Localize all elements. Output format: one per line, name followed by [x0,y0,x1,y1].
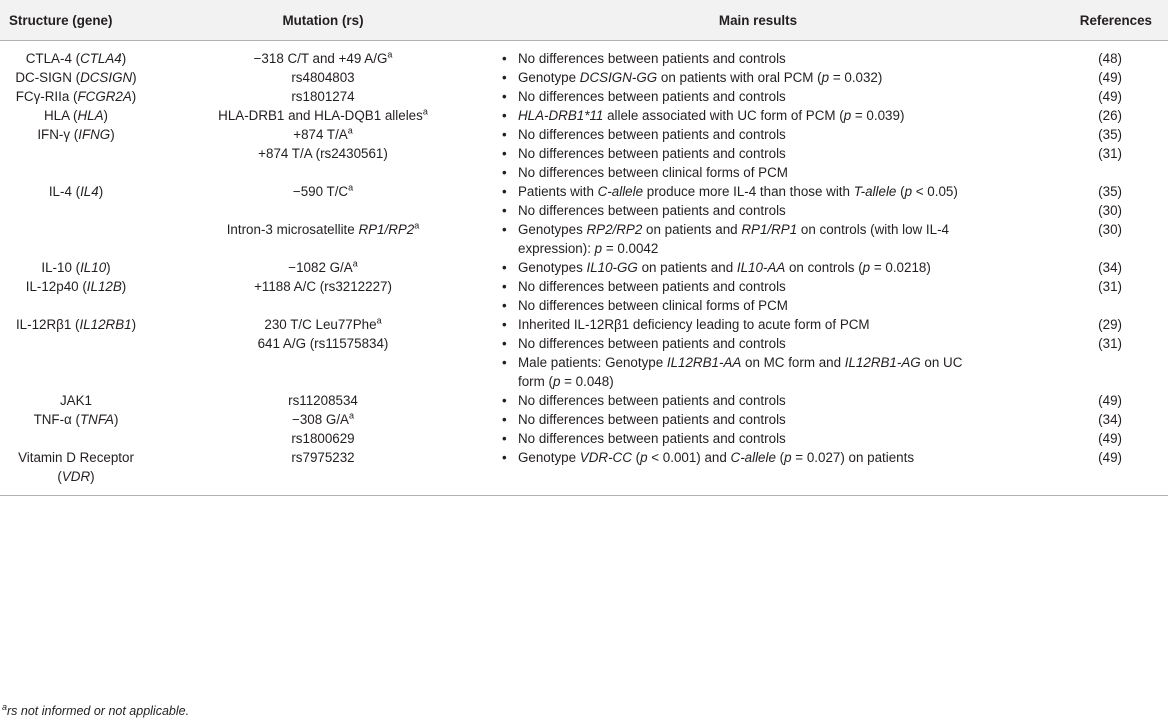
bullet-icon: • [502,51,507,66]
cell-mutation [152,163,494,182]
result-text: No differences between patients and controls [518,412,786,427]
cell-reference: (31) [1098,279,1122,294]
cell-reference: (30) [1098,203,1122,218]
cell-result [494,429,1022,448]
cell-mutation [152,296,494,315]
table-row [0,87,1168,106]
bullet-icon: • [502,127,507,142]
table-row [0,391,1168,410]
result-item [494,315,1022,334]
result-item [494,353,1022,391]
table-row [0,163,1168,182]
cell-reference: (35) [1098,127,1122,142]
table-row [0,429,1168,448]
cell-result [494,68,1022,87]
cell-reference: (31) [1098,146,1122,161]
result-text: Genotype DCSIGN-GG on patients with oral PCM (p = 0.032) [518,70,883,85]
cell-mutation [152,353,494,391]
cell-mutation: rs1800629 [291,431,355,446]
cell-reference: (31) [1098,336,1122,351]
result-text: No differences between patients and controls [518,279,786,294]
table-row [0,220,1168,258]
cell-mutation: +874 T/A (rs2430561) [258,146,388,161]
footnote-ref: a [414,220,420,231]
footnote-ref: a [422,106,428,117]
cell-reference: (34) [1098,260,1122,275]
table-row [0,296,1168,315]
cell-mutation: +1188 A/C (rs3212227) [254,279,392,294]
table-row [0,201,1168,220]
footnote-ref: a [347,125,353,136]
cell-reference: (49) [1098,89,1122,104]
table-row [0,353,1168,391]
bullet-icon: • [502,89,507,104]
cell-reference: (34) [1098,412,1122,427]
table-row [0,448,1168,496]
cell-structure: IL-4 (IL4) [48,184,104,199]
bullet-icon: • [502,412,507,427]
table-row [0,125,1168,144]
result-item [494,258,1022,277]
cell-result [494,125,1022,144]
result-text: No differences between patients and controls [518,51,786,66]
cell-result [494,87,1022,106]
bullet-icon: • [502,203,507,218]
cell-result [494,201,1022,220]
cell-result [494,410,1022,429]
bullet-icon: • [502,450,507,465]
result-text: Genotype VDR-CC (p < 0.001) and C-allele (p = 0.027) on patients [518,450,915,465]
result-text: Inherited IL-12Rβ1 deficiency leading to acute form of PCM [518,317,870,332]
cell-structure [0,201,152,220]
cell-reference: (30) [1098,222,1122,237]
cell-structure: FCγ-RIIa (FCGR2A) [15,89,137,104]
header-structure: Structure (gene) [0,0,152,41]
cell-result [494,144,1022,163]
cell-reference: (35) [1098,184,1122,199]
table-row [0,144,1168,163]
bullet-icon: • [502,70,507,85]
result-item [494,68,1022,87]
cell-mutation: −318 C/T and +49 $A/G^a$ [253,49,393,66]
result-text: Male patients: Genotype IL12RB1-AA on MC form and IL12RB1-AG on UC form (p = 0.048) [518,355,963,389]
result-item [494,201,1022,220]
table-footnote [2,701,190,718]
result-text: No differences between patients and controls [518,393,786,408]
cell-result [494,182,1022,201]
cell-result [494,334,1022,353]
cell-mutation: rs1801274 [291,89,355,104]
cell-result [494,41,1022,69]
result-text: Patients with C-allele produce more IL-4 than those with T-allele (p < 0.05) [518,184,958,199]
result-item [494,334,1022,353]
result-item [494,220,1022,258]
cell-mutation [152,201,494,220]
cell-structure [0,429,152,448]
cell-mutation: rs4804803 [291,70,355,85]
cell-reference [1022,163,1168,182]
cell-structure: IL-10 (IL10) [41,260,111,275]
result-item [494,87,1022,106]
bullet-icon: • [502,146,507,161]
bullet-icon: • [502,108,507,123]
table-row [0,410,1168,429]
footnote-ref: a [348,410,354,421]
cell-mutation: +874 $T/A^a$ [293,125,353,142]
bullet-icon: • [502,260,507,275]
cell-reference: (29) [1098,317,1122,332]
bullet-icon: • [502,355,507,370]
footnote-ref: a [376,315,382,326]
result-item [494,429,1022,448]
header-row [0,0,1168,41]
cell-structure [0,353,152,391]
cell-structure [0,296,152,315]
bullet-icon: • [502,298,507,313]
cell-reference: (49) [1098,70,1122,85]
result-text: No differences between patients and controls [518,336,786,351]
result-item [494,144,1022,163]
cell-structure: IFN-γ (IFNG) [37,127,115,142]
cell-structure: DC-SIGN (DCSIGN) [15,70,137,85]
table-row [0,182,1168,201]
result-item [494,296,1022,315]
result-text: Genotypes RP2/RP2 on patients and RP1/RP1 on controls (with low IL-4 expression): p = 0.0042 [518,222,949,256]
result-text: No differences between patients and controls [518,146,786,161]
table-row [0,315,1168,334]
result-text: No differences between patients and controls [518,431,786,446]
table-row [0,334,1168,353]
cell-result [494,258,1022,277]
footnote-ref: a [352,258,358,269]
cell-structure: IL-12p40 (IL12B) [25,279,127,294]
cell-result [494,391,1022,410]
cell-structure: JAK1 [59,393,92,408]
result-text: HLA-DRB1*11 allele associated with UC form of PCM (p = 0.039) [518,108,905,123]
table-body [0,41,1168,496]
result-item [494,410,1022,429]
cell-mutation: rs11208534 [288,393,358,408]
result-text: No differences between patients and controls [518,203,786,218]
cell-mutation: 230 T/C Leu77Phe$^a$ [264,315,382,332]
result-item [494,49,1022,68]
cell-result [494,220,1022,258]
cell-result [494,163,1022,182]
cell-result [494,353,1022,391]
result-item [494,106,1022,125]
header-mutation: Mutation (rs) [152,0,494,41]
cell-structure: Vitamin D Receptor (VDR) [18,450,134,484]
result-item [494,391,1022,410]
cell-reference [1022,353,1168,391]
cell-structure [0,334,152,353]
cell-structure: IL-12Rβ1 (IL12RB1) [15,317,137,332]
cell-structure [0,144,152,163]
result-text: No differences between clinical forms of PCM [518,165,788,180]
cell-mutation: −1082 $G/A^a$ [288,258,358,275]
cell-result [494,448,1022,496]
cell-result [494,277,1022,296]
table-row [0,41,1168,69]
result-text: No differences between patients and controls [518,127,786,142]
cell-structure: HLA (HLA) [43,108,109,123]
table-row [0,258,1168,277]
footnote-text: rs not informed or not applicable. [7,704,190,718]
cell-result [494,296,1022,315]
bullet-icon: • [502,165,507,180]
bullet-icon: • [502,317,507,332]
cell-mutation: rs7975232 [291,450,355,465]
footnote-ref: a [387,49,393,60]
result-text: No differences between clinical forms of PCM [518,298,788,313]
cell-reference [1022,296,1168,315]
bullet-icon: • [502,431,507,446]
cell-mutation: 641 A/G (rs11575834) [257,336,389,351]
cell-structure [0,220,152,258]
table-header [0,0,1168,41]
cell-reference: (26) [1098,108,1122,123]
result-item [494,277,1022,296]
bullet-icon: • [502,336,507,351]
cell-structure [0,163,152,182]
cell-result [494,315,1022,334]
table-row [0,106,1168,125]
table-row [0,277,1168,296]
footnote-ref: a [348,182,354,193]
bullet-icon: • [502,222,507,237]
cell-structure: TNF-α (TNFA) [33,412,119,427]
cell-reference: (48) [1098,51,1122,66]
cell-structure: CTLA-4 (CTLA4) [25,51,127,66]
result-item [494,125,1022,144]
cell-mutation: −308 $G/A^a$ [292,410,354,427]
header-results: Main results [494,0,1022,41]
bullet-icon: • [502,184,507,199]
header-references: References [1022,0,1168,41]
result-text: Genotypes IL10-GG on patients and IL10-AA on controls (p = 0.0218) [518,260,931,275]
cell-reference: (49) [1098,431,1122,446]
result-item [494,448,1022,467]
result-text: No differences between patients and controls [518,89,786,104]
table-row [0,68,1168,87]
bullet-icon: • [502,279,507,294]
result-item [494,182,1022,201]
cell-reference: (49) [1098,393,1122,408]
result-item [494,163,1022,182]
cell-mutation: −590 $T/C^a$ [292,182,354,199]
bullet-icon: • [502,393,507,408]
cell-mutation: Intron-3 microsatellite RP1/RP2$^a$ [226,220,420,237]
footnote-marker: a [2,701,8,712]
cell-result [494,106,1022,125]
cell-mutation: HLA-DRB1 and HLA-DQB1 alleles$^a$ [218,106,428,123]
cell-reference: (49) [1098,450,1122,465]
